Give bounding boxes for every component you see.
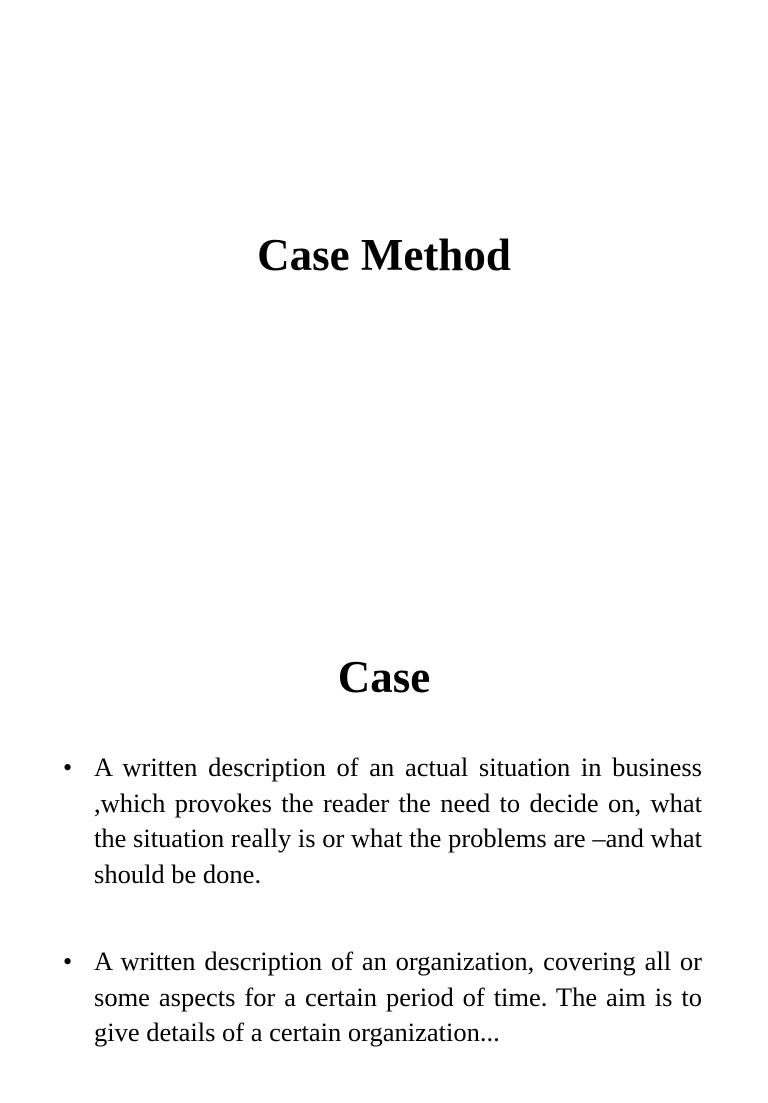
slide-title: Case Method: [257, 230, 511, 280]
bullet-marker: •: [63, 753, 73, 782]
bullet-item: [0, 750, 768, 892]
bullet-marker: •: [63, 947, 73, 976]
bullet-text: A written description of an actual situation in business ,which provokes the reader the need to decide on, what the situation really is or what the problems are –and what should be done.: [94, 752, 702, 889]
bullet-item: [0, 944, 768, 1051]
slide-case: [0, 600, 768, 1047]
bullet-text: A written description of an organization, covering all or some aspects for a certain period of time. The aim is to give details of a certain organization...: [94, 946, 702, 1047]
slide-title: Case: [337, 652, 431, 702]
bullet-list: [0, 750, 768, 1103]
